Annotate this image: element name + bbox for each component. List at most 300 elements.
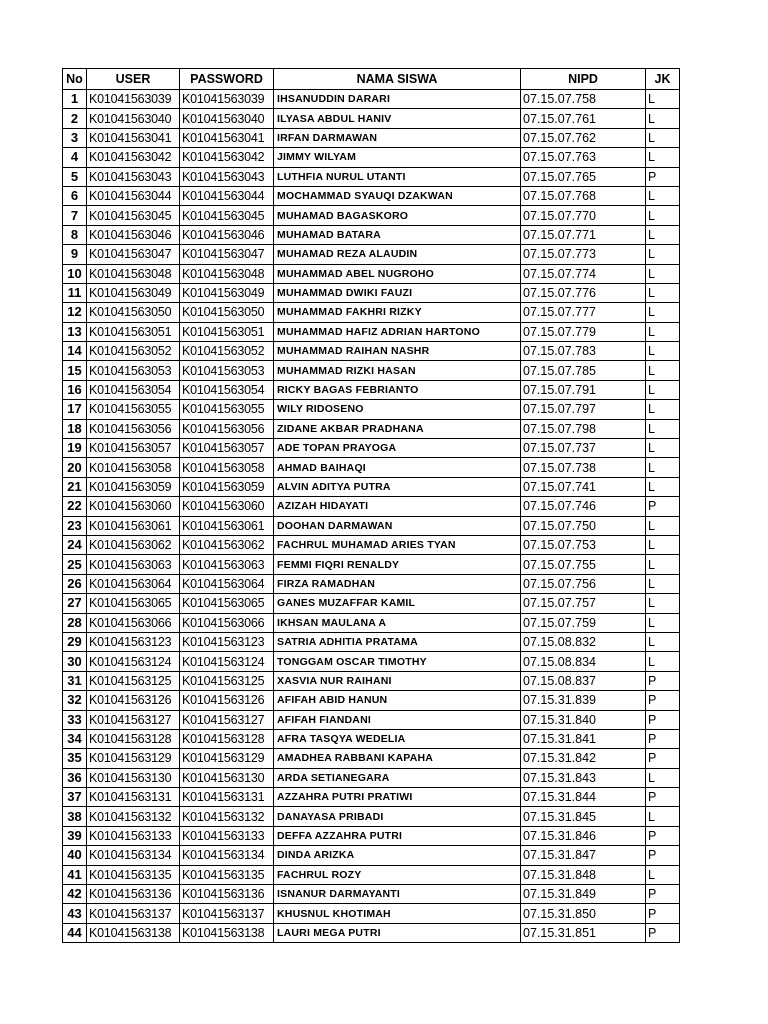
table-row xyxy=(63,322,680,341)
row-number: 28 xyxy=(63,613,87,632)
password-cell: K01041563051 xyxy=(180,322,274,341)
user-cell: K01041563133 xyxy=(87,826,180,845)
jk-cell: L xyxy=(646,400,680,419)
user-cell: K01041563062 xyxy=(87,535,180,554)
row-number: 42 xyxy=(63,885,87,904)
user-cell: K01041563057 xyxy=(87,439,180,458)
nama-siswa-cell: LUTHFIA NURUL UTANTI xyxy=(274,167,521,186)
table-row xyxy=(63,613,680,632)
nama-siswa-cell: MUHAMMAD HAFIZ ADRIAN HARTONO xyxy=(274,322,521,341)
password-cell: K01041563040 xyxy=(180,109,274,128)
nama-siswa-cell: MUHAMAD BAGASKORO xyxy=(274,206,521,225)
nama-siswa-cell: FACHRUL ROZY xyxy=(274,865,521,884)
password-cell: K01041563124 xyxy=(180,652,274,671)
user-cell: K01041563127 xyxy=(87,710,180,729)
nipd-cell: 07.15.31.851 xyxy=(521,923,646,942)
table-row xyxy=(63,148,680,167)
jk-cell: L xyxy=(646,419,680,438)
jk-cell: L xyxy=(646,283,680,302)
nipd-cell: 07.15.07.797 xyxy=(521,400,646,419)
nipd-cell: 07.15.07.763 xyxy=(521,148,646,167)
user-cell: K01041563040 xyxy=(87,109,180,128)
password-cell: K01041563133 xyxy=(180,826,274,845)
password-cell: K01041563053 xyxy=(180,361,274,380)
nama-siswa-cell: AFIFAH ABID HANUN xyxy=(274,691,521,710)
password-cell: K01041563064 xyxy=(180,574,274,593)
jk-cell: P xyxy=(646,729,680,748)
row-number: 2 xyxy=(63,109,87,128)
password-cell: K01041563065 xyxy=(180,594,274,613)
nipd-cell: 07.15.07.785 xyxy=(521,361,646,380)
nipd-cell: 07.15.08.834 xyxy=(521,652,646,671)
jk-cell: L xyxy=(646,555,680,574)
row-number: 9 xyxy=(63,245,87,264)
user-cell: K01041563049 xyxy=(87,283,180,302)
user-cell: K01041563066 xyxy=(87,613,180,632)
nama-siswa-cell: XASVIA NUR RAIHANI xyxy=(274,671,521,690)
jk-cell: L xyxy=(646,768,680,787)
header-nipd: NIPD xyxy=(521,69,646,90)
nama-siswa-cell: MUHAMMAD RIZKI HASAN xyxy=(274,361,521,380)
table-row xyxy=(63,885,680,904)
table-row xyxy=(63,807,680,826)
jk-cell: L xyxy=(646,865,680,884)
password-cell: K01041563047 xyxy=(180,245,274,264)
jk-cell: L xyxy=(646,439,680,458)
user-cell: K01041563055 xyxy=(87,400,180,419)
student-account-table xyxy=(62,68,680,943)
nipd-cell: 07.15.31.848 xyxy=(521,865,646,884)
password-cell: K01041563130 xyxy=(180,768,274,787)
jk-cell: L xyxy=(646,225,680,244)
nipd-cell: 07.15.07.774 xyxy=(521,264,646,283)
table-row xyxy=(63,497,680,516)
user-cell: K01041563058 xyxy=(87,458,180,477)
user-cell: K01041563131 xyxy=(87,788,180,807)
nipd-cell: 07.15.07.777 xyxy=(521,303,646,322)
table-row xyxy=(63,245,680,264)
password-cell: K01041563127 xyxy=(180,710,274,729)
jk-cell: L xyxy=(646,303,680,322)
nipd-cell: 07.15.07.746 xyxy=(521,497,646,516)
row-number: 4 xyxy=(63,148,87,167)
user-cell: K01041563132 xyxy=(87,807,180,826)
nama-siswa-cell: SATRIA ADHITIA PRATAMA xyxy=(274,632,521,651)
nama-siswa-cell: KHUSNUL KHOTIMAH xyxy=(274,904,521,923)
nama-siswa-cell: IKHSAN MAULANA A xyxy=(274,613,521,632)
user-cell: K01041563056 xyxy=(87,419,180,438)
table-row xyxy=(63,749,680,768)
user-cell: K01041563052 xyxy=(87,342,180,361)
nipd-cell: 07.15.07.768 xyxy=(521,186,646,205)
jk-cell: L xyxy=(646,206,680,225)
nama-siswa-cell: DANAYASA PRIBADI xyxy=(274,807,521,826)
row-number: 11 xyxy=(63,283,87,302)
row-number: 39 xyxy=(63,826,87,845)
nipd-cell: 07.15.07.761 xyxy=(521,109,646,128)
table-row xyxy=(63,400,680,419)
nama-siswa-cell: LAURI MEGA PUTRI xyxy=(274,923,521,942)
user-cell: K01041563129 xyxy=(87,749,180,768)
table-row xyxy=(63,90,680,109)
nipd-cell: 07.15.07.783 xyxy=(521,342,646,361)
jk-cell: P xyxy=(646,826,680,845)
user-cell: K01041563042 xyxy=(87,148,180,167)
nama-siswa-cell: AHMAD BAIHAQI xyxy=(274,458,521,477)
table-row xyxy=(63,671,680,690)
nama-siswa-cell: MUHAMMAD ABEL NUGROHO xyxy=(274,264,521,283)
user-cell: K01041563125 xyxy=(87,671,180,690)
password-cell: K01041563131 xyxy=(180,788,274,807)
password-cell: K01041563138 xyxy=(180,923,274,942)
table-row xyxy=(63,846,680,865)
row-number: 6 xyxy=(63,186,87,205)
user-cell: K01041563064 xyxy=(87,574,180,593)
table-row xyxy=(63,768,680,787)
password-cell: K01041563041 xyxy=(180,128,274,147)
nama-siswa-cell: GANES MUZAFFAR KAMIL xyxy=(274,594,521,613)
row-number: 32 xyxy=(63,691,87,710)
jk-cell: L xyxy=(646,186,680,205)
user-cell: K01041563059 xyxy=(87,477,180,496)
nipd-cell: 07.15.07.798 xyxy=(521,419,646,438)
row-number: 8 xyxy=(63,225,87,244)
jk-cell: L xyxy=(646,361,680,380)
nama-siswa-cell: DEFFA AZZAHRA PUTRI xyxy=(274,826,521,845)
nipd-cell: 07.15.31.850 xyxy=(521,904,646,923)
nipd-cell: 07.15.07.756 xyxy=(521,574,646,593)
header-user: USER xyxy=(87,69,180,90)
table-row xyxy=(63,652,680,671)
nipd-cell: 07.15.07.776 xyxy=(521,283,646,302)
password-cell: K01041563128 xyxy=(180,729,274,748)
jk-cell: P xyxy=(646,167,680,186)
password-cell: K01041563123 xyxy=(180,632,274,651)
table-row xyxy=(63,361,680,380)
password-cell: K01041563046 xyxy=(180,225,274,244)
jk-cell: P xyxy=(646,904,680,923)
user-cell: K01041563041 xyxy=(87,128,180,147)
password-cell: K01041563052 xyxy=(180,342,274,361)
nama-siswa-cell: AMADHEA RABBANI KAPAHA xyxy=(274,749,521,768)
row-number: 25 xyxy=(63,555,87,574)
password-cell: K01041563039 xyxy=(180,90,274,109)
user-cell: K01041563138 xyxy=(87,923,180,942)
jk-cell: L xyxy=(646,90,680,109)
nama-siswa-cell: ARDA SETIANEGARA xyxy=(274,768,521,787)
user-cell: K01041563048 xyxy=(87,264,180,283)
row-number: 3 xyxy=(63,128,87,147)
row-number: 29 xyxy=(63,632,87,651)
jk-cell: P xyxy=(646,846,680,865)
nama-siswa-cell: IHSANUDDIN DARARI xyxy=(274,90,521,109)
password-cell: K01041563135 xyxy=(180,865,274,884)
nipd-cell: 07.15.07.762 xyxy=(521,128,646,147)
row-number: 37 xyxy=(63,788,87,807)
jk-cell: P xyxy=(646,710,680,729)
jk-cell: L xyxy=(646,245,680,264)
nipd-cell: 07.15.31.847 xyxy=(521,846,646,865)
nipd-cell: 07.15.07.757 xyxy=(521,594,646,613)
nama-siswa-cell: MUHAMMAD FAKHRI RIZKY xyxy=(274,303,521,322)
row-number: 22 xyxy=(63,497,87,516)
password-cell: K01041563125 xyxy=(180,671,274,690)
header-nama-siswa: NAMA SISWA xyxy=(274,69,521,90)
header-jk: JK xyxy=(646,69,680,90)
user-cell: K01041563039 xyxy=(87,90,180,109)
user-cell: K01041563054 xyxy=(87,380,180,399)
nama-siswa-cell: MUHAMMAD DWIKI FAUZI xyxy=(274,283,521,302)
user-cell: K01041563137 xyxy=(87,904,180,923)
header-no: No xyxy=(63,69,87,90)
password-cell: K01041563044 xyxy=(180,186,274,205)
table-row xyxy=(63,477,680,496)
table-row xyxy=(63,186,680,205)
password-cell: K01041563134 xyxy=(180,846,274,865)
nama-siswa-cell: MOCHAMMAD SYAUQI DZAKWAN xyxy=(274,186,521,205)
user-cell: K01041563136 xyxy=(87,885,180,904)
row-number: 30 xyxy=(63,652,87,671)
nipd-cell: 07.15.31.849 xyxy=(521,885,646,904)
row-number: 31 xyxy=(63,671,87,690)
jk-cell: L xyxy=(646,574,680,593)
jk-cell: P xyxy=(646,497,680,516)
jk-cell: P xyxy=(646,923,680,942)
table-row xyxy=(63,419,680,438)
row-number: 34 xyxy=(63,729,87,748)
nipd-cell: 07.15.31.846 xyxy=(521,826,646,845)
jk-cell: L xyxy=(646,807,680,826)
jk-cell: L xyxy=(646,109,680,128)
user-cell: K01041563135 xyxy=(87,865,180,884)
jk-cell: L xyxy=(646,632,680,651)
row-number: 35 xyxy=(63,749,87,768)
user-cell: K01041563063 xyxy=(87,555,180,574)
jk-cell: L xyxy=(646,477,680,496)
nama-siswa-cell: FIRZA RAMADHAN xyxy=(274,574,521,593)
nama-siswa-cell: ALVIN ADITYA PUTRA xyxy=(274,477,521,496)
nama-siswa-cell: DINDA ARIZKA xyxy=(274,846,521,865)
row-number: 21 xyxy=(63,477,87,496)
jk-cell: L xyxy=(646,342,680,361)
jk-cell: L xyxy=(646,322,680,341)
nipd-cell: 07.15.08.832 xyxy=(521,632,646,651)
jk-cell: L xyxy=(646,458,680,477)
row-number: 27 xyxy=(63,594,87,613)
password-cell: K01041563066 xyxy=(180,613,274,632)
nama-siswa-cell: IRFAN DARMAWAN xyxy=(274,128,521,147)
row-number: 10 xyxy=(63,264,87,283)
nama-siswa-cell: WILY RIDOSENO xyxy=(274,400,521,419)
row-number: 18 xyxy=(63,419,87,438)
user-cell: K01041563130 xyxy=(87,768,180,787)
nama-siswa-cell: ILYASA ABDUL HANIV xyxy=(274,109,521,128)
password-cell: K01041563126 xyxy=(180,691,274,710)
table-row xyxy=(63,555,680,574)
jk-cell: P xyxy=(646,885,680,904)
jk-cell: L xyxy=(646,128,680,147)
nama-siswa-cell: ADE TOPAN PRAYOGA xyxy=(274,439,521,458)
jk-cell: L xyxy=(646,652,680,671)
row-number: 36 xyxy=(63,768,87,787)
nama-siswa-cell: RICKY BAGAS FEBRIANTO xyxy=(274,380,521,399)
row-number: 5 xyxy=(63,167,87,186)
row-number: 7 xyxy=(63,206,87,225)
nama-siswa-cell: AFRA TASQYA WEDELIA xyxy=(274,729,521,748)
row-number: 14 xyxy=(63,342,87,361)
row-number: 44 xyxy=(63,923,87,942)
nipd-cell: 07.15.07.755 xyxy=(521,555,646,574)
user-cell: K01041563123 xyxy=(87,632,180,651)
password-cell: K01041563054 xyxy=(180,380,274,399)
password-cell: K01041563055 xyxy=(180,400,274,419)
user-cell: K01041563043 xyxy=(87,167,180,186)
password-cell: K01041563137 xyxy=(180,904,274,923)
table-row xyxy=(63,283,680,302)
row-number: 13 xyxy=(63,322,87,341)
table-row xyxy=(63,710,680,729)
jk-cell: L xyxy=(646,594,680,613)
nipd-cell: 07.15.31.840 xyxy=(521,710,646,729)
jk-cell: P xyxy=(646,788,680,807)
password-cell: K01041563049 xyxy=(180,283,274,302)
table-row xyxy=(63,826,680,845)
table-row xyxy=(63,788,680,807)
jk-cell: L xyxy=(646,148,680,167)
jk-cell: L xyxy=(646,516,680,535)
row-number: 33 xyxy=(63,710,87,729)
table-row xyxy=(63,206,680,225)
nipd-cell: 07.15.07.753 xyxy=(521,535,646,554)
nama-siswa-cell: MUHAMMAD RAIHAN NASHR xyxy=(274,342,521,361)
jk-cell: L xyxy=(646,380,680,399)
row-number: 23 xyxy=(63,516,87,535)
jk-cell: L xyxy=(646,535,680,554)
table-row xyxy=(63,923,680,942)
user-cell: K01041563124 xyxy=(87,652,180,671)
nama-siswa-cell: TONGGAM OSCAR TIMOTHY xyxy=(274,652,521,671)
nama-siswa-cell: JIMMY WILYAM xyxy=(274,148,521,167)
password-cell: K01041563136 xyxy=(180,885,274,904)
password-cell: K01041563048 xyxy=(180,264,274,283)
password-cell: K01041563042 xyxy=(180,148,274,167)
nipd-cell: 07.15.07.741 xyxy=(521,477,646,496)
nipd-cell: 07.15.31.843 xyxy=(521,768,646,787)
table-row xyxy=(63,632,680,651)
table-row xyxy=(63,380,680,399)
nipd-cell: 07.15.31.839 xyxy=(521,691,646,710)
row-number: 1 xyxy=(63,90,87,109)
nipd-cell: 07.15.07.759 xyxy=(521,613,646,632)
password-cell: K01041563056 xyxy=(180,419,274,438)
table-row xyxy=(63,342,680,361)
row-number: 26 xyxy=(63,574,87,593)
password-cell: K01041563060 xyxy=(180,497,274,516)
jk-cell: P xyxy=(646,691,680,710)
jk-cell: L xyxy=(646,264,680,283)
password-cell: K01041563057 xyxy=(180,439,274,458)
user-cell: K01041563050 xyxy=(87,303,180,322)
nipd-cell: 07.15.07.750 xyxy=(521,516,646,535)
table-row xyxy=(63,904,680,923)
table-header-row xyxy=(63,69,680,90)
table-row xyxy=(63,574,680,593)
row-number: 43 xyxy=(63,904,87,923)
table-row xyxy=(63,225,680,244)
table-row xyxy=(63,865,680,884)
nipd-cell: 07.15.07.791 xyxy=(521,380,646,399)
table-row xyxy=(63,458,680,477)
jk-cell: P xyxy=(646,671,680,690)
password-cell: K01041563043 xyxy=(180,167,274,186)
nipd-cell: 07.15.31.842 xyxy=(521,749,646,768)
table-row xyxy=(63,594,680,613)
table-row xyxy=(63,691,680,710)
user-cell: K01041563065 xyxy=(87,594,180,613)
password-cell: K01041563132 xyxy=(180,807,274,826)
user-cell: K01041563045 xyxy=(87,206,180,225)
table-row xyxy=(63,303,680,322)
user-cell: K01041563126 xyxy=(87,691,180,710)
row-number: 24 xyxy=(63,535,87,554)
nipd-cell: 07.15.07.765 xyxy=(521,167,646,186)
password-cell: K01041563058 xyxy=(180,458,274,477)
nipd-cell: 07.15.07.773 xyxy=(521,245,646,264)
password-cell: K01041563062 xyxy=(180,535,274,554)
nipd-cell: 07.15.31.845 xyxy=(521,807,646,826)
table-row xyxy=(63,516,680,535)
table-row xyxy=(63,109,680,128)
password-cell: K01041563050 xyxy=(180,303,274,322)
nama-siswa-cell: AFIFAH FIANDANI xyxy=(274,710,521,729)
password-cell: K01041563059 xyxy=(180,477,274,496)
nipd-cell: 07.15.08.837 xyxy=(521,671,646,690)
table-row xyxy=(63,128,680,147)
row-number: 12 xyxy=(63,303,87,322)
header-password: PASSWORD xyxy=(180,69,274,90)
user-cell: K01041563060 xyxy=(87,497,180,516)
nama-siswa-cell: FEMMI FIQRI RENALDY xyxy=(274,555,521,574)
table-row xyxy=(63,167,680,186)
jk-cell: P xyxy=(646,749,680,768)
nama-siswa-cell: MUHAMAD BATARA xyxy=(274,225,521,244)
table-row xyxy=(63,535,680,554)
nipd-cell: 07.15.07.738 xyxy=(521,458,646,477)
jk-cell: L xyxy=(646,613,680,632)
nama-siswa-cell: AZIZAH HIDAYATI xyxy=(274,497,521,516)
user-cell: K01041563134 xyxy=(87,846,180,865)
user-cell: K01041563047 xyxy=(87,245,180,264)
user-cell: K01041563051 xyxy=(87,322,180,341)
user-cell: K01041563046 xyxy=(87,225,180,244)
nama-siswa-cell: ISNANUR DARMAYANTI xyxy=(274,885,521,904)
row-number: 40 xyxy=(63,846,87,865)
row-number: 20 xyxy=(63,458,87,477)
nipd-cell: 07.15.31.841 xyxy=(521,729,646,748)
nipd-cell: 07.15.31.844 xyxy=(521,788,646,807)
nama-siswa-cell: ZIDANE AKBAR PRADHANA xyxy=(274,419,521,438)
table-row xyxy=(63,264,680,283)
user-cell: K01041563128 xyxy=(87,729,180,748)
nipd-cell: 07.15.07.737 xyxy=(521,439,646,458)
table-body xyxy=(63,90,680,943)
password-cell: K01041563063 xyxy=(180,555,274,574)
nipd-cell: 07.15.07.770 xyxy=(521,206,646,225)
password-cell: K01041563045 xyxy=(180,206,274,225)
user-cell: K01041563061 xyxy=(87,516,180,535)
row-number: 19 xyxy=(63,439,87,458)
nama-siswa-cell: AZZAHRA PUTRI PRATIWI xyxy=(274,788,521,807)
